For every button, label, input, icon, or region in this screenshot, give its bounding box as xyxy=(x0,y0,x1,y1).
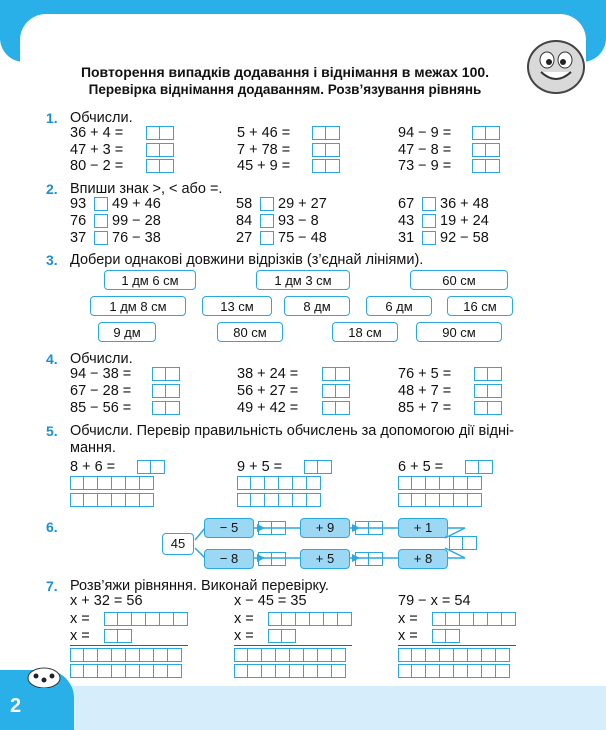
answer-cell[interactable] xyxy=(268,612,352,626)
ladybug-icon xyxy=(22,664,66,688)
expression: 45 + 9 = xyxy=(237,158,291,174)
exercise-number: 7. xyxy=(46,578,58,594)
x-label: x = xyxy=(70,628,90,644)
answer-cell[interactable] xyxy=(146,143,174,157)
exercise-number: 4. xyxy=(46,351,58,367)
answer-cell[interactable] xyxy=(152,367,180,381)
x-label: x = xyxy=(70,611,90,627)
divider xyxy=(398,645,516,646)
compare-right: 99 − 28 xyxy=(112,213,161,229)
compare-right: 19 + 24 xyxy=(440,213,489,229)
check-grid[interactable] xyxy=(70,648,182,662)
check-grid[interactable] xyxy=(398,493,482,507)
sign-box[interactable] xyxy=(94,214,108,228)
expression: 6 + 5 = xyxy=(398,459,444,475)
expression: 47 − 8 = xyxy=(398,141,452,158)
x-label: x = xyxy=(398,611,418,627)
check-grid[interactable] xyxy=(70,664,182,678)
answer-cell[interactable] xyxy=(137,460,165,474)
segment-length[interactable]: 6 дм xyxy=(366,296,432,316)
expression: 38 + 24 = xyxy=(237,366,299,382)
segment-length[interactable]: 1 дм 3 см xyxy=(256,270,350,290)
op-box: − 5 xyxy=(204,518,254,538)
exercise-number: 5. xyxy=(46,423,58,439)
answer-cell[interactable] xyxy=(322,401,350,415)
compare-left: 67 xyxy=(398,196,415,212)
compare-left: 76 xyxy=(70,213,87,229)
exercise-task: Впиши знак >, < або =. xyxy=(70,181,223,197)
exercise-task: Обчисли. Перевір правильність обчислень за допомогою дії відні- xyxy=(70,423,514,439)
expression: 48 + 7 = xyxy=(398,383,452,399)
sign-box[interactable] xyxy=(422,197,436,211)
segment-length[interactable]: 16 см xyxy=(447,296,513,316)
expression: 76 + 5 = xyxy=(398,366,452,382)
compare-right: 36 + 48 xyxy=(440,196,489,212)
x-label: x = xyxy=(234,611,254,627)
answer-cell[interactable] xyxy=(432,612,516,626)
sign-box[interactable] xyxy=(260,231,274,245)
compare-right: 93 − 8 xyxy=(278,213,319,229)
chain-start: 45 xyxy=(162,533,194,555)
answer-cell[interactable] xyxy=(472,126,500,140)
compare-right: 75 − 48 xyxy=(278,230,327,246)
compare-right: 29 + 27 xyxy=(278,196,327,212)
compare-left: 84 xyxy=(236,213,253,229)
answer-cell[interactable] xyxy=(152,384,180,398)
check-grid[interactable] xyxy=(398,664,510,678)
answer-cell[interactable] xyxy=(146,159,174,173)
answer-cell[interactable] xyxy=(152,401,180,415)
exercise-number: 2. xyxy=(46,181,58,197)
answer-cell[interactable] xyxy=(322,384,350,398)
expression: 49 + 42 = xyxy=(237,400,299,416)
answer-cell[interactable] xyxy=(268,629,296,643)
segment-length[interactable]: 60 см xyxy=(410,270,508,290)
answer-cell[interactable] xyxy=(322,367,350,381)
answer-cell[interactable] xyxy=(258,521,286,535)
check-grid[interactable] xyxy=(398,476,482,490)
answer-cell[interactable] xyxy=(465,460,493,474)
exercise-number: 3. xyxy=(46,252,58,268)
op-box: + 1 xyxy=(398,518,448,538)
answer-cell[interactable] xyxy=(258,552,286,566)
answer-cell[interactable] xyxy=(355,521,383,535)
segment-length[interactable]: 1 дм 6 см xyxy=(104,270,196,290)
expression: 85 − 56 = xyxy=(70,400,132,416)
expression: 67 − 28 = xyxy=(70,383,132,399)
exercise-task: Обчисли. xyxy=(70,351,133,367)
exercise-task: Обчисли. xyxy=(70,110,133,126)
compare-left: 58 xyxy=(236,196,253,212)
exercise-task: Добери однакові довжини відрізків (з’єднай лініями). xyxy=(70,252,424,268)
equation: x + 32 = 56 xyxy=(70,593,143,609)
footer-band xyxy=(0,686,606,730)
page-subtitle: Перевірка віднімання додаванням. Розв’язування рівнянь xyxy=(88,82,482,97)
answer-cell[interactable] xyxy=(474,384,502,398)
segment-length[interactable]: 80 см xyxy=(217,322,283,342)
check-grid[interactable] xyxy=(237,476,321,490)
answer-cell[interactable] xyxy=(474,367,502,381)
answer-cell[interactable] xyxy=(312,143,340,157)
answer-cell[interactable] xyxy=(304,460,332,474)
sign-box[interactable] xyxy=(422,214,436,228)
answer-cell[interactable] xyxy=(474,401,502,415)
expression: 85 + 7 = xyxy=(398,400,452,416)
segment-length[interactable]: 8 дм xyxy=(284,296,350,316)
page-title: Повторення випадків додавання і віднімання в межах 100. xyxy=(80,64,490,80)
op-box: − 8 xyxy=(204,549,254,569)
op-box: + 8 xyxy=(398,549,448,569)
expression: 7 + 78 = xyxy=(237,141,291,158)
answer-cell[interactable] xyxy=(472,159,500,173)
segment-length[interactable]: 90 см xyxy=(416,322,502,342)
x-label: x = xyxy=(398,628,418,644)
compare-right: 76 − 38 xyxy=(112,230,161,246)
sign-box[interactable] xyxy=(260,214,274,228)
compare-left: 27 xyxy=(236,230,253,246)
sign-box[interactable] xyxy=(260,197,274,211)
compare-left: 93 xyxy=(70,196,87,212)
page-number: 2 xyxy=(10,695,22,717)
answer-cell[interactable] xyxy=(312,159,340,173)
exercise-number: 1. xyxy=(46,110,58,126)
exercise-number: 6. xyxy=(46,519,58,535)
compare-left: 31 xyxy=(398,230,415,246)
compare-left: 43 xyxy=(398,213,415,229)
answer-cell[interactable] xyxy=(104,629,132,643)
expression: 5 + 46 = xyxy=(237,125,291,141)
expression: 47 + 3 = xyxy=(70,141,124,158)
exercise-task-cont: мання. xyxy=(70,440,116,456)
op-box: + 9 xyxy=(300,518,350,538)
check-grid[interactable] xyxy=(237,493,321,507)
answer-cell[interactable] xyxy=(432,629,460,643)
expression: 73 − 9 = xyxy=(398,158,452,174)
answer-cell[interactable] xyxy=(472,143,500,157)
segment-length[interactable]: 1 дм 8 см xyxy=(90,296,186,316)
check-grid[interactable] xyxy=(234,648,346,662)
answer-cell[interactable] xyxy=(146,126,174,140)
exercise-task: Розв’яжи рівняння. Виконай перевірку. xyxy=(70,578,329,594)
sign-box[interactable] xyxy=(94,231,108,245)
sign-box[interactable] xyxy=(94,197,108,211)
divider xyxy=(70,645,188,646)
compare-right: 49 + 46 xyxy=(112,196,161,212)
divider xyxy=(234,645,352,646)
check-grid[interactable] xyxy=(70,476,154,490)
answer-cell[interactable] xyxy=(312,126,340,140)
expression: 9 + 5 = xyxy=(237,459,283,475)
expression: 80 − 2 = xyxy=(70,158,124,174)
sign-box[interactable] xyxy=(422,231,436,245)
expression: 94 − 38 = xyxy=(70,366,132,382)
segment-length[interactable]: 9 дм xyxy=(98,322,156,342)
compare-right: 92 − 58 xyxy=(440,230,489,246)
expression: 56 + 27 = xyxy=(237,383,299,399)
check-grid[interactable] xyxy=(234,664,346,678)
segment-length[interactable]: 13 см xyxy=(202,296,272,316)
answer-cell[interactable] xyxy=(104,612,188,626)
equation: x − 45 = 35 xyxy=(234,593,307,609)
x-label: x = xyxy=(234,628,254,644)
check-grid[interactable] xyxy=(398,648,510,662)
equation: 79 − x = 54 xyxy=(398,593,471,609)
compare-left: 37 xyxy=(70,230,87,246)
check-grid[interactable] xyxy=(70,493,154,507)
expression: 8 + 6 = xyxy=(70,459,116,475)
expression: 94 − 9 = xyxy=(398,125,452,141)
answer-cell[interactable] xyxy=(449,536,477,550)
op-box: + 5 xyxy=(300,549,350,569)
segment-length[interactable]: 18 см xyxy=(332,322,398,342)
answer-cell[interactable] xyxy=(355,552,383,566)
expression: 36 + 4 = xyxy=(70,125,124,141)
